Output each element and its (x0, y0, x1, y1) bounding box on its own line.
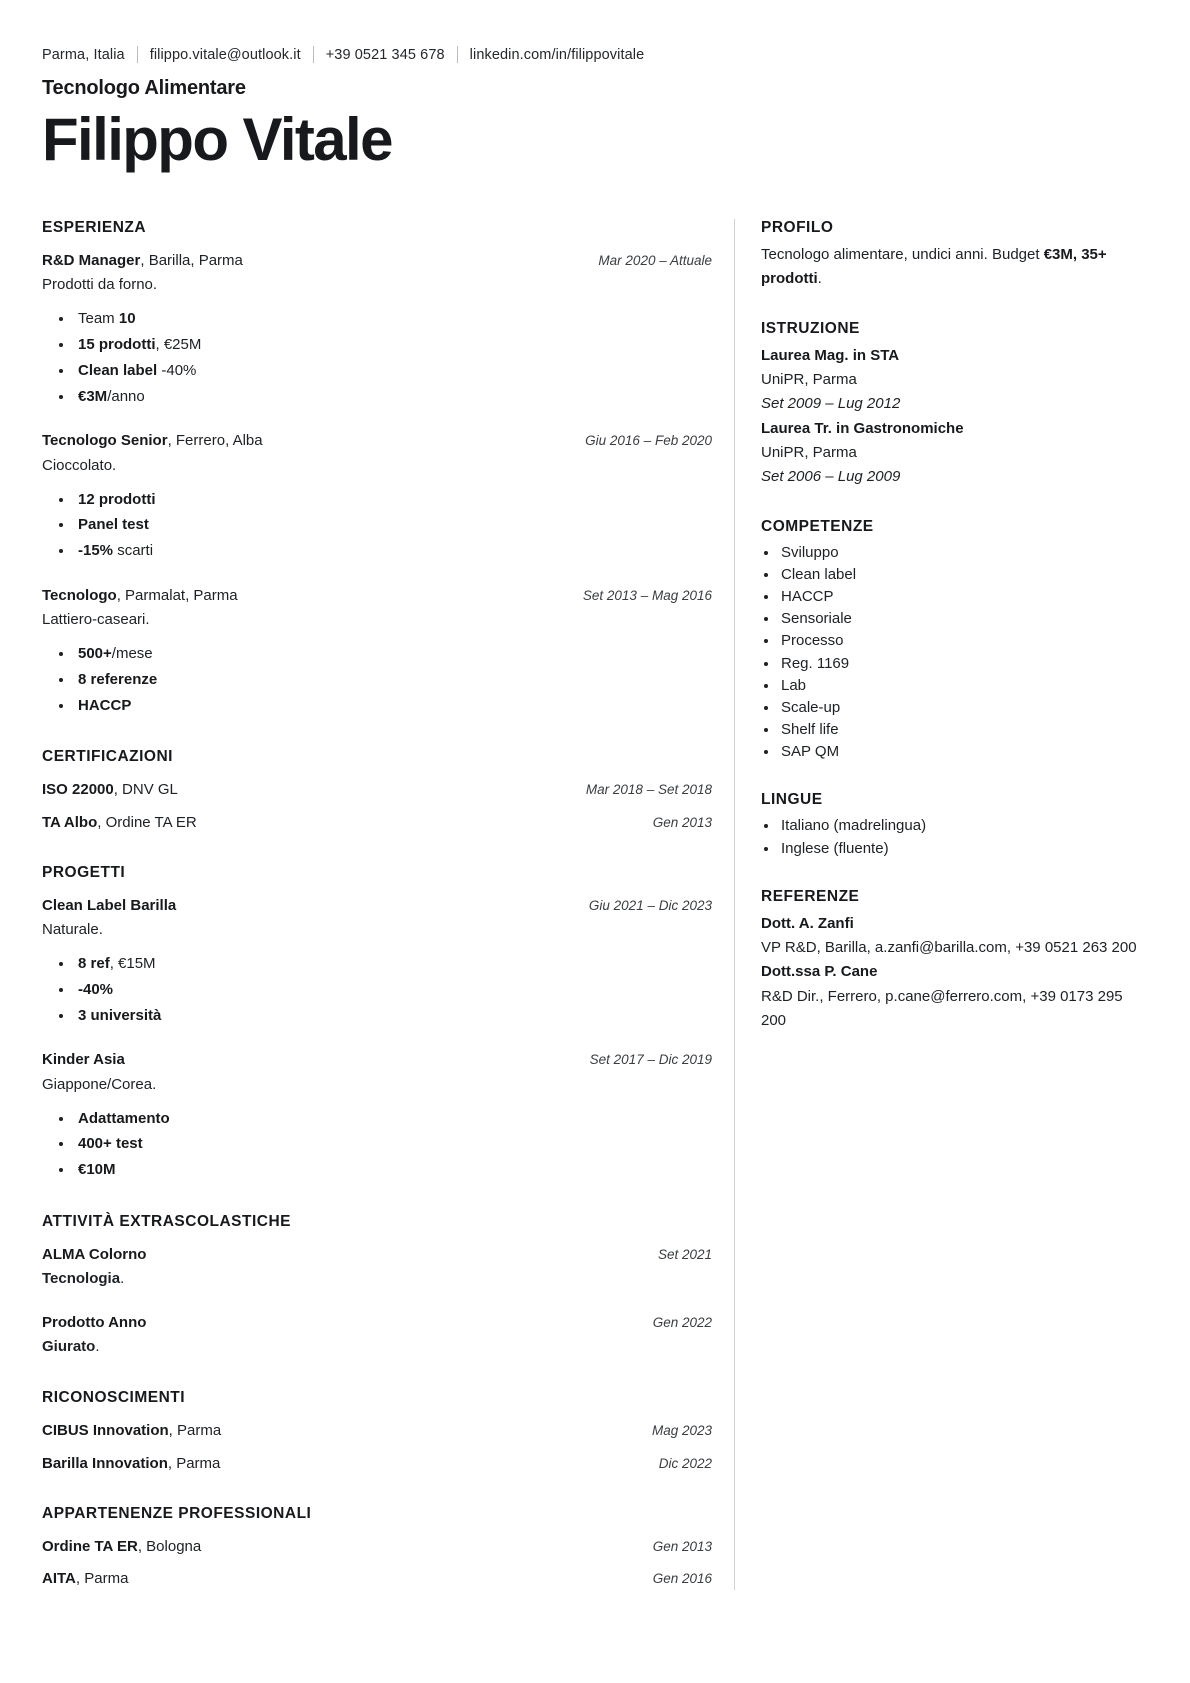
entry-header (42, 811, 712, 834)
skills-list (761, 542, 1148, 764)
bullet-plain: /anno (107, 387, 145, 405)
education-degree: Laurea Mag. in STA (761, 346, 900, 364)
bullet-plain: scarti (113, 542, 154, 560)
list-item (74, 978, 712, 1003)
page-title: Filippo Vitale (42, 106, 392, 173)
list-item: • Shelf life (779, 719, 1148, 741)
contact-phone[interactable]: +39 0521 345 678 (325, 46, 445, 63)
languages-list (761, 815, 1148, 859)
entry-title (42, 1243, 146, 1266)
project-name: Clean Label Barilla (42, 896, 177, 914)
certification-name: ISO 22000 (42, 781, 114, 799)
profile-text-end: . (817, 270, 822, 288)
experience-entry (42, 249, 712, 409)
list-item: • SAP QM (779, 741, 1148, 763)
entry-company: , Barilla, Parma (140, 252, 243, 270)
section-languages (761, 791, 1148, 859)
list-item: • Clean label (779, 564, 1148, 586)
section-title-profile: PROFILO (761, 219, 834, 237)
section-title-memberships: APPARTENENZE PROFESSIONALI (42, 1504, 312, 1522)
entry-date: Giu 2016 – Feb 2020 (585, 433, 712, 449)
section-references (761, 888, 1148, 1033)
bullet-strong: €10M (78, 1161, 116, 1179)
entry-bullets (42, 952, 712, 1028)
entry-header (42, 778, 712, 801)
entry-date: Mag 2023 (651, 1423, 712, 1439)
entry-title (42, 249, 243, 272)
bullet-strong: 500+ (78, 645, 112, 663)
list-item: • Scale-up (779, 697, 1148, 719)
list-item (74, 952, 712, 977)
entry-role: R&D Manager (42, 252, 141, 270)
education-entry (761, 344, 1148, 417)
contact-location: Parma, Italia (42, 46, 125, 63)
entry-date: Gen 2022 (652, 1315, 712, 1331)
left-column (42, 219, 722, 1590)
bullet-strong: €3M (78, 387, 108, 405)
reference-entry (761, 912, 1148, 961)
award-row (42, 1452, 712, 1475)
reference-entry (761, 960, 1148, 1033)
list-item (74, 488, 712, 513)
section-profile (761, 219, 1148, 292)
entry-summary (42, 1267, 712, 1291)
entry-header (42, 1419, 712, 1442)
entry-header (42, 249, 712, 272)
bullet-strong: Panel test (78, 516, 149, 534)
extracurricular-entry (42, 1243, 712, 1291)
membership-row (42, 1567, 712, 1590)
bullet-plain: -40% (157, 361, 197, 379)
entry-title (42, 1048, 125, 1071)
award-name: Barilla Innovation (42, 1454, 168, 1472)
section-title-projects: PROGETTI (42, 863, 126, 881)
profile-text (761, 243, 1148, 292)
entry-summary: Naturale. (42, 921, 103, 939)
project-entry (42, 1048, 712, 1183)
certification-row (42, 811, 712, 834)
list-item: • Reg. 1169 (779, 653, 1148, 675)
entry-header (42, 1311, 712, 1334)
entry-company: , Ferrero, Alba (167, 432, 263, 450)
entry-title (42, 429, 263, 452)
list-item: • Lab (779, 675, 1148, 697)
list-item (74, 333, 712, 358)
entry-title (42, 1535, 201, 1558)
bullet-strong: 3 università (78, 1006, 162, 1024)
entry-header (42, 1535, 712, 1558)
activity-name: Prodotto Anno (42, 1314, 147, 1332)
section-title-extracurricular: ATTIVITÀ EXTRASCOLASTICHE (42, 1212, 292, 1230)
section-projects (42, 864, 712, 1183)
education-date: Set 2006 – Lug 2009 (761, 468, 901, 486)
list-item: • Inglese (fluente) (779, 838, 1148, 860)
section-skills (761, 518, 1148, 764)
section-experience (42, 219, 712, 718)
entry-summary: Prodotti da forno. (42, 276, 158, 294)
list-item (74, 1107, 712, 1132)
section-certifications (42, 748, 712, 834)
list-item (74, 642, 712, 667)
bullet-strong: 400+ test (78, 1135, 143, 1153)
bullet-strong: Clean label (78, 361, 158, 379)
reference-name: Dott.ssa P. Cane (761, 963, 878, 981)
summary-plain: . (95, 1338, 100, 1356)
list-item: • Sensoriale (779, 608, 1148, 630)
membership-name: Ordine TA ER (42, 1537, 138, 1555)
extracurricular-entry (42, 1311, 712, 1359)
entry-company: , Parmalat, Parma (116, 586, 238, 604)
bullet-strong: Adattamento (78, 1109, 170, 1127)
reference-detail: R&D Dir., Ferrero, p.cane@ferrero.com, +39 0173 295 200 (761, 987, 1123, 1029)
entry-bullets (42, 307, 712, 409)
profile-text-strong: €3M, 35+ prodotti (761, 246, 1107, 288)
list-item: • Italiano (madrelingua) (779, 815, 1148, 837)
entry-summary (42, 1335, 712, 1359)
list-item (74, 1132, 712, 1157)
membership-name: AITA (42, 1570, 76, 1588)
list-item (74, 668, 712, 693)
contact-separator (313, 46, 314, 63)
section-title-languages: LINGUE (761, 791, 823, 809)
entry-title (42, 584, 238, 607)
profile-text-plain: Tecnologo alimentare, undici anni. Budget (761, 246, 1044, 264)
entry-date: Set 2021 (657, 1246, 712, 1262)
list-item (74, 539, 712, 564)
bullet-strong: -40% (78, 980, 114, 998)
award-location: , Parma (168, 1422, 222, 1440)
membership-location: , Bologna (137, 1537, 202, 1555)
list-item (74, 1158, 712, 1183)
education-degree: Laurea Tr. in Gastronomiche (761, 419, 964, 437)
bullet-plain: /mese (111, 645, 153, 663)
section-education (761, 320, 1148, 490)
bullet-strong: -15% (78, 542, 114, 560)
entry-header (42, 429, 712, 452)
entry-date: Giu 2021 – Dic 2023 (588, 897, 712, 913)
project-entry (42, 894, 712, 1029)
list-item (74, 1004, 712, 1029)
entry-date: Set 2013 – Mag 2016 (582, 587, 712, 603)
list-item: • Sviluppo (779, 542, 1148, 564)
entry-header (42, 894, 712, 917)
entry-header (42, 1567, 712, 1590)
bullet-plain: Team (78, 310, 119, 328)
education-school: UniPR, Parma (761, 443, 857, 461)
entry-header (42, 584, 712, 607)
entry-summary: Lattiero-caseari. (42, 611, 150, 629)
section-title-experience: ESPERIENZA (42, 219, 147, 237)
list-item (74, 513, 712, 538)
activity-name: ALMA Colorno (42, 1245, 147, 1263)
entry-header (42, 1048, 712, 1071)
reference-name: Dott. A. Zanfi (761, 914, 854, 932)
certification-issuer: , DNV GL (113, 781, 178, 799)
entry-bullets (42, 488, 712, 564)
entry-bullets (42, 642, 712, 718)
entry-header (42, 1243, 712, 1266)
entry-date: Mar 2020 – Attuale (598, 253, 712, 269)
contact-linkedin[interactable]: linkedin.com/in/filippovitale (469, 46, 645, 63)
entry-date: Set 2017 – Dic 2019 (589, 1052, 712, 1068)
summary-strong: Giurato (42, 1338, 96, 1356)
list-item (74, 694, 712, 719)
list-item: • HACCP (779, 586, 1148, 608)
entry-summary: Giappone/Corea. (42, 1075, 157, 1093)
entry-title (42, 1452, 220, 1475)
bullet-strong: 15 prodotti (78, 336, 156, 354)
experience-entry (42, 429, 712, 564)
section-title-education: ISTRUZIONE (761, 319, 860, 337)
award-name: CIBUS Innovation (42, 1422, 169, 1440)
education-entry (761, 417, 1148, 490)
project-name: Kinder Asia (42, 1051, 125, 1069)
bullet-plain: , €25M (155, 336, 202, 354)
list-item: • Processo (779, 630, 1148, 652)
reference-detail: VP R&D, Barilla, a.zanfi@barilla.com, +39 0521 263 200 (761, 939, 1137, 957)
award-row (42, 1419, 712, 1442)
entry-header (42, 1452, 712, 1475)
right-column (735, 219, 1148, 1033)
entry-title (42, 894, 176, 917)
certification-issuer: , Ordine TA ER (97, 813, 197, 831)
section-title-awards: RICONOSCIMENTI (42, 1389, 186, 1407)
membership-location: , Parma (75, 1570, 129, 1588)
bullet-strong: HACCP (78, 696, 132, 714)
section-extracurricular (42, 1213, 712, 1360)
entry-bullets (42, 1107, 712, 1183)
section-title-skills: COMPETENZE (761, 517, 874, 535)
entry-title (42, 1311, 146, 1334)
entry-role: Tecnologo Senior (42, 432, 168, 450)
bullet-strong: 8 referenze (78, 670, 158, 688)
summary-plain: . (120, 1270, 125, 1288)
bullet-strong: 8 ref (78, 955, 110, 973)
membership-row (42, 1535, 712, 1558)
contact-email[interactable]: filippo.vitale@outlook.it (149, 46, 301, 63)
entry-date: Gen 2013 (652, 814, 712, 830)
entry-date: Dic 2022 (658, 1455, 712, 1471)
education-school: UniPR, Parma (761, 371, 857, 389)
entry-date: Mar 2018 – Set 2018 (585, 782, 712, 798)
award-location: , Parma (167, 1454, 221, 1472)
section-awards (42, 1389, 712, 1475)
education-date: Set 2009 – Lug 2012 (761, 395, 901, 413)
list-item (74, 307, 712, 332)
bullet-strong: 10 (118, 310, 136, 328)
certification-name: TA Albo (42, 813, 98, 831)
summary-strong: Tecnologia (42, 1270, 121, 1288)
entry-title (42, 1419, 221, 1442)
section-title-certifications: CERTIFICAZIONI (42, 748, 173, 766)
entry-summary: Cioccolato. (42, 456, 117, 474)
section-memberships (42, 1505, 712, 1591)
contact-separator (137, 46, 138, 63)
list-item (74, 359, 712, 384)
list-item (74, 385, 712, 410)
entry-date: Gen 2016 (652, 1571, 712, 1587)
entry-date: Gen 2013 (652, 1538, 712, 1554)
bullet-plain: , €15M (109, 955, 156, 973)
entry-role: Tecnologo (42, 586, 117, 604)
experience-entry (42, 584, 712, 719)
entry-title (42, 778, 178, 801)
contact-separator (457, 46, 458, 63)
job-headline: Tecnologo Alimentare (42, 77, 246, 99)
certification-row (42, 778, 712, 801)
bullet-strong: 12 prodotti (78, 490, 156, 508)
resume-columns (42, 219, 1148, 1590)
entry-title (42, 1567, 128, 1590)
entry-title (42, 811, 197, 834)
contact-line (42, 46, 1148, 63)
section-title-references: REFERENZE (761, 887, 860, 905)
